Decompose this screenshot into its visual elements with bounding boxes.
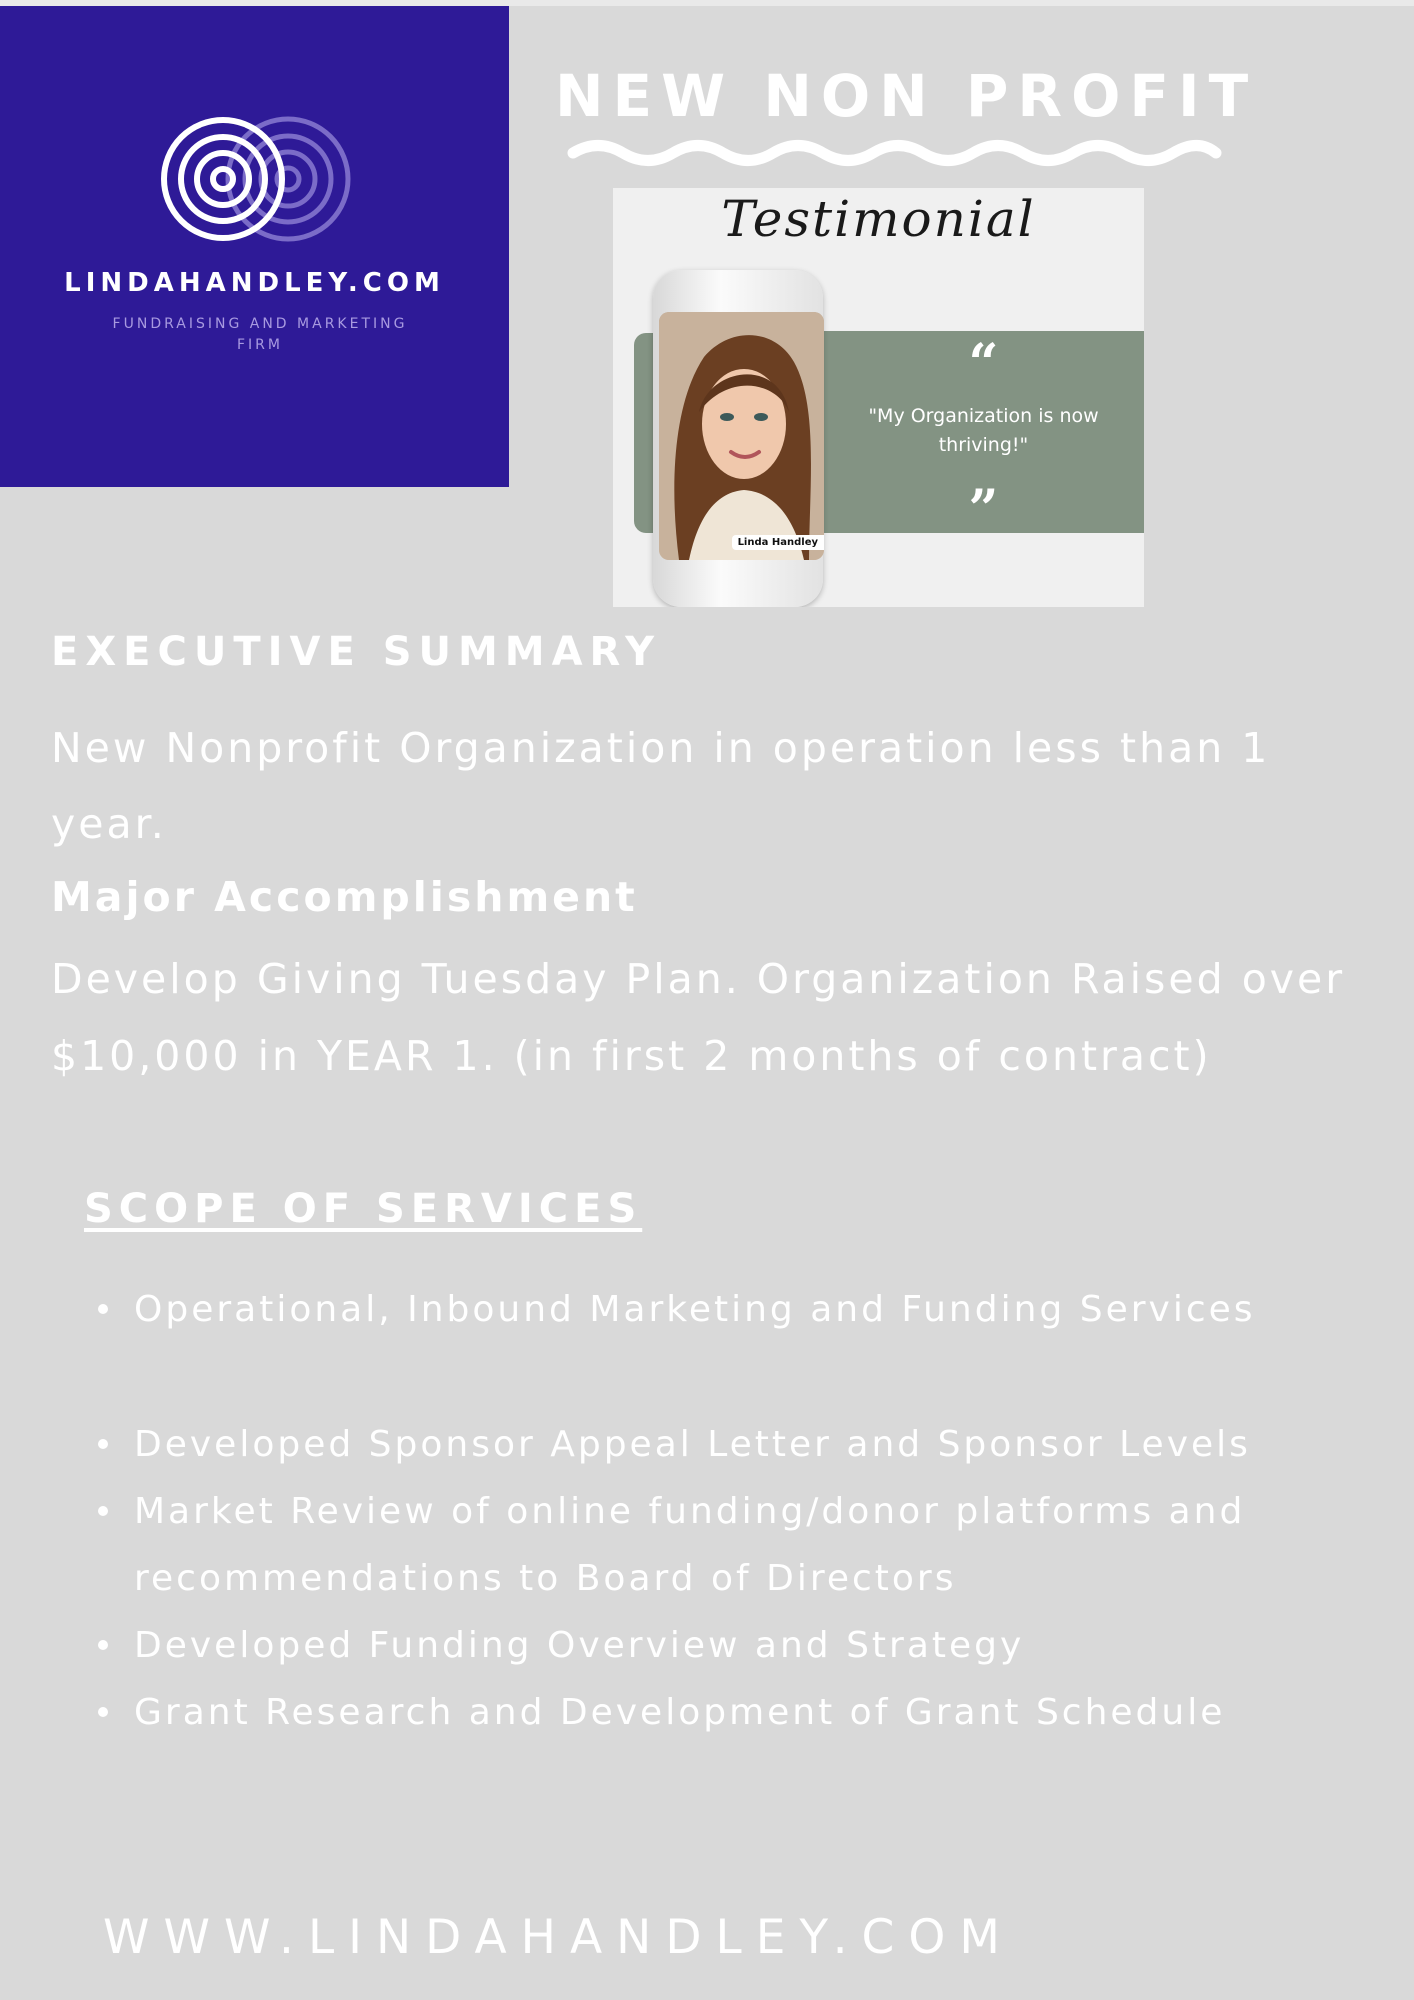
portrait-photo [659,312,824,560]
accomplishment-label: Major Accomplishment [51,873,638,921]
accomplishment-text: Develop Giving Tuesday Plan. Organization Raised over $10,000 in YEAR 1. (in first 2 months of contract) [51,955,1346,1080]
person-name-tag: Linda Handley [732,535,824,550]
page-title: NEW NON PROFIT [555,62,1258,130]
brand-tagline: FUNDRAISING AND MARKETING FIRM [112,316,408,353]
concentric-circles-icon [160,114,360,244]
list-item: Market Review of online funding/donor platforms and recommendations to Board of Directors [98,1478,1388,1612]
wave-divider [567,136,1222,170]
list-item: Grant Research and Development of Grant Schedule [98,1679,1388,1746]
close-quote-icon: ” [968,479,999,540]
scope-of-services-title: SCOPE OF SERVICES [84,1186,643,1232]
executive-summary-title: EXECUTIVE SUMMARY [51,629,662,675]
executive-summary-text: New Nonprofit Organization in operation less than 1 year. [51,724,1271,848]
phone-mockup [653,270,823,607]
list-item: Developed Sponsor Appeal Letter and Sponsor Levels [98,1411,1388,1478]
open-quote-icon: “ [968,333,999,394]
brand-name: LINDAHANDLEY.COM [64,268,445,298]
testimonial-card [613,188,1144,607]
logo-block [0,6,509,487]
testimonial-heading: Testimonial [721,190,1036,248]
list-item: Developed Funding Overview and Strategy [98,1612,1388,1679]
testimonial-quote: "My Organization is now thriving!" [868,405,1099,456]
list-item: Operational, Inbound Marketing and Funding Services [98,1276,1388,1343]
footer-website-url: WWW.LINDAHANDLEY.COM [103,1910,1014,1965]
phone-screen [659,312,824,560]
services-list [98,1276,1388,1746]
